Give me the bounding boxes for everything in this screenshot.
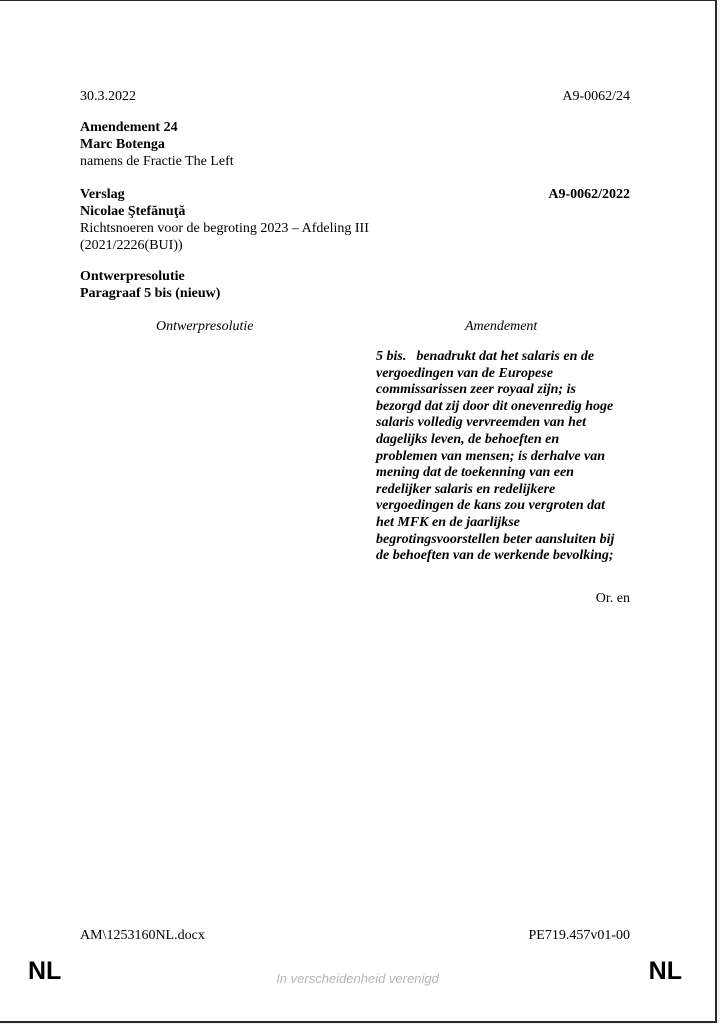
amendment-author: Marc Botenga bbox=[80, 137, 165, 152]
reference-number: A9-0062/24 bbox=[562, 89, 630, 104]
amendment-line: dagelijks leven, de behoeften en bbox=[376, 431, 560, 447]
date: 30.3.2022 bbox=[80, 89, 136, 104]
amendment-group: namens de Fractie The Left bbox=[80, 154, 234, 169]
report-procedure: (2021/2226(BUI)) bbox=[80, 238, 183, 253]
amendment-text bbox=[376, 349, 638, 565]
amendment-line: 5 bis. benadrukt dat het salaris en de bbox=[376, 349, 595, 364]
amendment-line: problemen van mensen; is derhalve van bbox=[376, 448, 606, 464]
amendment-line: redelijker salaris en redelijkere bbox=[376, 481, 556, 497]
amendment-line: mening dat de toekenning van een bbox=[376, 465, 574, 481]
language-code-right: NL bbox=[648, 957, 682, 985]
eu-motto: In verscheidenheid verenigd bbox=[276, 971, 439, 986]
amendment-line: salaris volledig vervreemden van het bbox=[376, 415, 586, 431]
footer-pe-number: PE719.457v01-00 bbox=[528, 928, 630, 943]
target-paragraph: Paragraaf 5 bis (nieuw) bbox=[80, 286, 221, 301]
paragraph-number: 5 bis. bbox=[376, 349, 407, 364]
amendment-line: bezorgd dat zij door dit onevenredig hoge bbox=[376, 398, 614, 414]
amendment-line: begrotingsvoorstellen beter aansluiten bij bbox=[376, 531, 615, 547]
amendment-line: de behoeften van de werkende bevolking; bbox=[376, 548, 614, 564]
rapporteur: Nicolae Ştefănuţă bbox=[80, 204, 186, 219]
column-heading-left: Ontwerpresolutie bbox=[156, 319, 254, 334]
target-document: Ontwerpresolutie bbox=[80, 269, 185, 284]
language-code-left: NL bbox=[28, 957, 62, 985]
report-number: A9-0062/2022 bbox=[548, 187, 630, 202]
amendment-title: Amendement 24 bbox=[80, 120, 178, 135]
amendment-line: het MFK en de jaarlijkse bbox=[376, 514, 520, 530]
report-label: Verslag bbox=[80, 187, 125, 202]
amendment-line: vergoedingen van de Europese bbox=[376, 365, 553, 381]
amendment-line: commissarissen zeer royaal zijn; is bbox=[376, 382, 576, 398]
report-subject: Richtsnoeren voor de begroting 2023 – Afdeling III bbox=[80, 221, 369, 236]
amendment-line: vergoedingen de kans zou vergroten dat bbox=[376, 498, 606, 514]
original-language: Or. en bbox=[595, 591, 630, 606]
footer-filename: AM\1253160NL.docx bbox=[80, 928, 205, 943]
column-heading-right: Amendement bbox=[465, 319, 538, 334]
